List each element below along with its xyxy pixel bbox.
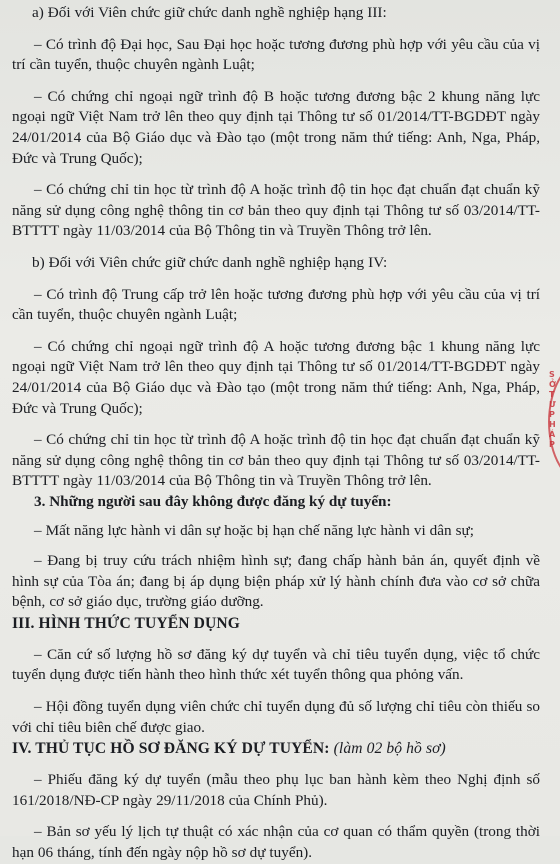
paragraph-cv: – Bản sơ yếu lý lịch tự thuật có xác nhận của cơ quan có thẩm quyền (trong thời hạn 06 tháng, tính đến ngày nộp hồ sơ dự tuyển).	[12, 823, 540, 861]
red-stamp-edge	[546, 360, 560, 480]
section-iv-title	[12, 738, 540, 759]
paragraph-registration-form: – Phiếu đăng ký dự tuyển (mẫu theo phụ lục ban hành kèm theo Nghị định số 161/2018/NĐ-CP ngày 29/11/2018 của Chính Phủ).	[12, 771, 540, 809]
paragraph-rank3-it: – Có chứng chỉ tin học từ trình độ A hoặc trình độ tin học đạt chuẩn đạt chuẩn kỹ năng sử dụng công nghệ thông tin cơ bản theo quy định tại Thông tư số 03/2014/TT-BTTTT ngày 11/03/2014 của Bộ Thông tin và Truyền Thông trở lên.	[12, 181, 540, 240]
section-iii-title: III. HÌNH THỨC TUYỂN DỤNG	[12, 614, 240, 632]
paragraph-rank4-language: – Có chứng chỉ ngoại ngữ trình độ A hoặc tương đương bậc 1 khung năng lực ngoại ngữ Việt Nam trở lên theo quy định tại Thông tư số 01/2014/TT-BGDĐT ngày 24/01/2014 của Bộ Giáo dục và Đào tạo (một trong năm thứ tiếng: Anh, Nga, Pháp, Đức và Trung Quốc);	[12, 337, 540, 417]
paragraph-rank3-education: – Có trình độ Đại học, Sau Đại học hoặc tương đương phù hợp với yêu cầu của vị trí cần tuyển, thuộc chuyên ngành Luật;	[12, 35, 540, 74]
paragraph-ineligible-capacity: – Mất năng lực hành vi dân sự hoặc bị hạn chế năng lực hành vi dân sự;	[34, 522, 474, 540]
section-iv-title-main: IV. THỦ TỤC HỒ SƠ ĐĂNG KÝ DỰ TUYỂN:	[12, 740, 330, 758]
paragraph-rank4-education: – Có trình độ Trung cấp trở lên hoặc tương đương phù hợp với yêu cầu của vị trí cần tuyển, thuộc chuyên ngành Luật;	[12, 285, 540, 324]
section-iv-note: (làm 02 bộ hồ sơ)	[333, 740, 446, 758]
paragraph-rank3-language: – Có chứng chỉ ngoại ngữ trình độ B hoặc tương đương bậc 2 khung năng lực ngoại ngữ Việt Nam trở lên theo quy định tại Thông tư số 01/2014/TT-BGDĐT ngày 24/01/2014 của Bộ Giáo dục và Đào tạo (một trong năm thứ tiếng: Anh, Nga, Pháp, Đức và Trung Quốc);	[12, 87, 540, 167]
paragraph-ineligible-criminal: – Đang bị truy cứu trách nhiệm hình sự; đang chấp hành bản án, quyết định về hình sự của Tòa án; đang bị áp dụng biện pháp xử lý hành chính đưa vào cơ sở chữa bệnh, cơ sở giáo dục, trường giáo dưỡng.	[12, 552, 540, 611]
stamp-text: SỞ TƯ PHÁP	[549, 370, 556, 449]
paragraph-recruitment-form: – Căn cứ số lượng hồ sơ đăng ký dự tuyển và chỉ tiêu tuyển dụng, việc tổ chức tuyển dụng được tiến hành theo hình thức xét tuyển thông qua phỏng vấn.	[12, 645, 540, 684]
section-a-heading: a) Đối với Viên chức giữ chức danh nghề nghiệp hạng III:	[32, 4, 387, 21]
paragraph-rank4-it: – Có chứng chỉ tin học từ trình độ A hoặc trình độ tin học đạt chuẩn đạt chuẩn kỹ năng sử dụng công nghệ thông tin cơ bản theo quy định tại Thông tư số 03/2014/TT-BTTTT ngày 11/03/2014 của Bộ Thông tin và Truyền Thông trở lên.	[12, 431, 540, 490]
section-b-heading: b) Đối với Viên chức giữ chức danh nghề nghiệp hạng IV:	[32, 253, 388, 271]
paragraph-recruitment-council: – Hội đồng tuyển dụng viên chức chỉ tuyển dụng đủ số lượng chỉ tiêu còn thiếu so với chỉ tiêu biên chế được giao.	[12, 698, 540, 736]
ineligible-heading: 3. Những người sau đây không được đăng ký dự tuyển:	[34, 492, 392, 510]
